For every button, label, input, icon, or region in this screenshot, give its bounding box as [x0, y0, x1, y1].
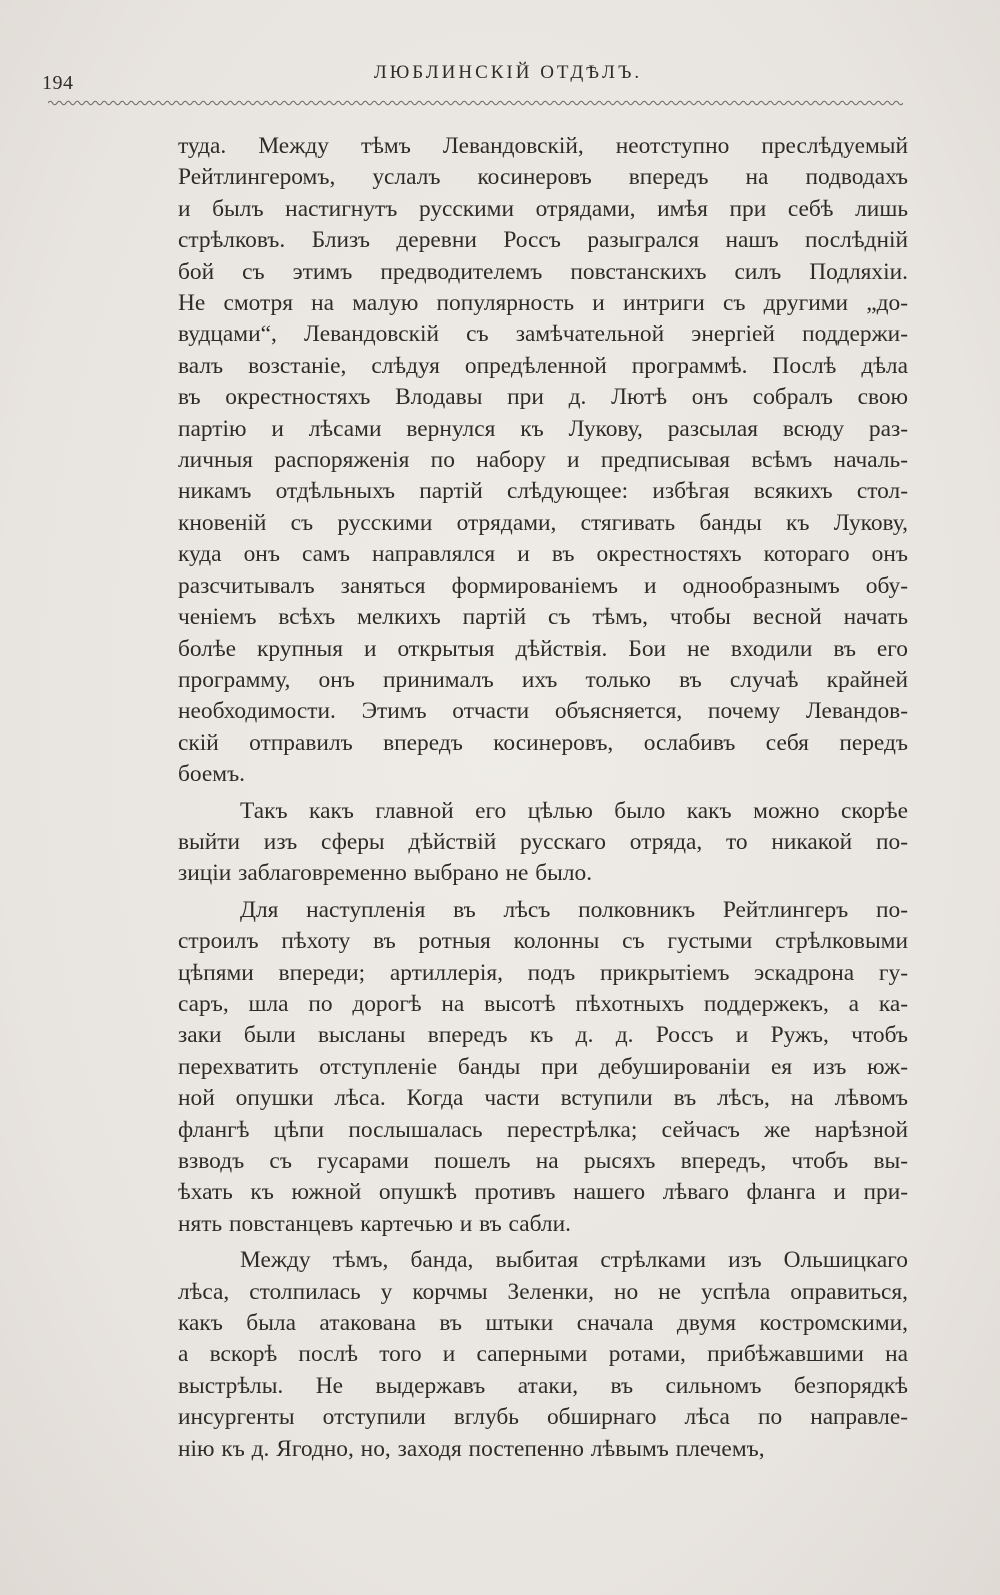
paragraph-3: Для наступленія въ лѣсъ полковникъ Рейтлингеръ по- строилъ пѣхоту въ ротныя колонны съ густыми стрѣлковыми цѣпями впереди; артиллерія, подъ прикрытіемъ эскадрона гу- саръ, шла по дорогѣ на высотѣ пѣхотныхъ поддержекъ, а ка- заки были высланы впередъ къ д. д. Россъ и Ружъ, чтобъ перехватить отступленіе банды при дебушированіи ея изъ юж- ной опушки лѣса. Когда части вступили въ лѣсъ, на лѣвомъ флангѣ цѣпи послышалась перестрѣлка; сейчасъ же нарѣзной взводъ съ гусарами пошелъ на рысяхъ впередъ, чтобъ вы- ѣхать къ южной опушкѣ противъ нашего лѣваго фланга и при- нять повстанцевъ картечью и въ сабли. — [178, 896, 908, 1237]
ornamental-wavy-rule — [48, 98, 903, 108]
page-header — [38, 58, 908, 92]
body-text — [178, 131, 908, 1465]
paragraph-2: Такъ какъ главной его цѣлью было какъ можно скорѣе выйти изъ сферы дѣйствій русскаго отряда, то никакой по- зиціи заблаговременно выбрано не было. — [178, 797, 908, 887]
page-number: 194 — [42, 72, 74, 94]
paragraph-1: туда. Между тѣмъ Левандовскій, неотступно преслѣдуемый Рейтлингеромъ, услалъ косинеровъ впередъ на подводахъ и былъ настигнутъ русскими отрядами, имѣя при себѣ лишь стрѣлковъ. Близъ деревни Россъ разыгрался нашъ послѣдній бой съ этимъ предводителемъ повстанскихъ силъ Подляхіи. Не смотря на малую популярность и интриги съ другими „до- вудцами“, Левандовскій съ замѣчательной энергіей поддержи- валъ возстаніе, слѣдуя опредѣленной программѣ. Послѣ дѣла въ окрестностяхъ Влодавы при д. Лютѣ онъ собралъ свою партію и лѣсами вернулся къ Лукову, разсылая всюду раз- личныя распоряженія по набору и предписывая всѣмъ началь- никамъ отдѣльныхъ партій слѣдующее: избѣгая всякихъ стол- кновеній съ русскими отрядами, стягивать банды къ Лукову, куда онъ самъ направлялся и въ окрестностяхъ котораго онъ разсчитывалъ заняться формированіемъ и однообразнымъ обу- ченіемъ всѣхъ мелкихъ партій съ тѣмъ, чтобы весной начать болѣе крупныя и открытыя дѣйствія. Бои не входили въ его программу, онъ принималъ ихъ только въ случаѣ крайней необходимости. Этимъ отчасти объясняется, почему Левандов- скій отправилъ впередъ косинеровъ, ослабивъ себя передъ боемъ. — [178, 133, 908, 788]
paragraph-4: Между тѣмъ, банда, выбитая стрѣлками изъ Ольшицкаго лѣса, столпилась у корчмы Зеленки, но не успѣла оправиться, какъ была атакована въ штыки сначала двумя костромскими, а вскорѣ послѣ того и саперными ротами, прибѣжавшими на выстрѣлы. Не выдержавъ атаки, въ сильномъ безпорядкѣ инсургенты отступили вглубь обширнаго лѣса по направле- нію къ д. Ягодно, но, заходя постепенно лѣвымъ плечемъ, — [178, 1247, 908, 1462]
running-title: ЛЮБЛИНСКІЙ ОТДѢЛЪ. — [373, 62, 643, 83]
